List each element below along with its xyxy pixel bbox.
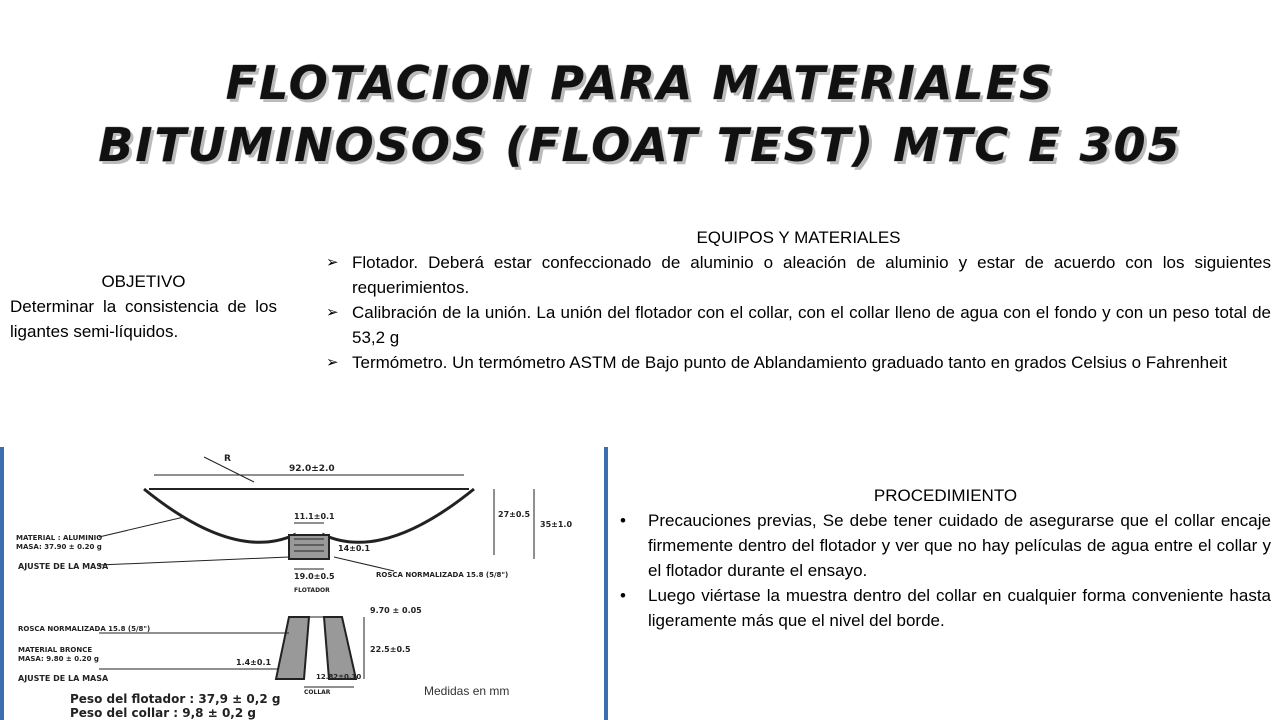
dim-collar-wall-label: 1.4±0.1 <box>236 658 272 667</box>
list-item <box>326 350 1271 375</box>
arrow-bullet-icon: ➢ <box>326 354 339 371</box>
dim-radius-label: R <box>224 454 231 464</box>
mass-collar-label: MASA: 9.80 ± 0.20 g <box>18 655 99 663</box>
dim-base-label: 19.0±0.5 <box>294 572 335 581</box>
dim-collar-top-label: 9.70 ± 0.05 <box>370 606 422 615</box>
float-test-diagram <box>0 447 608 720</box>
equipos-item-text: Termómetro. Un termómetro ASTM de Bajo punto de Ablandamiento graduado tanto en grados Celsius o Fahrenheit <box>352 353 1228 372</box>
procedimiento-item-text: Precauciones previas, Se debe tener cuidado de asegurarse que el collar encaje firmemente dentro del flotador y ver que no hay películas de agua entre el collar y el flotador durante el ensayo. <box>648 511 1271 580</box>
mass-float-label: MASA: 37.90 ± 0.20 g <box>16 543 102 551</box>
ajuste-label-2: AJUSTE DE LA MASA <box>18 674 109 683</box>
equipos-section <box>326 226 1271 375</box>
flotador-caption: FLOTADOR <box>294 587 330 594</box>
title-line-1: FLOTACION PARA MATERIALES <box>225 56 1055 110</box>
collar-caption: COLLAR <box>304 689 331 696</box>
peso-collar-label: Peso del collar : 9,8 ± 0,2 g <box>70 706 256 720</box>
dim-inner-label: 11.1±0.1 <box>294 512 335 521</box>
diagram-drawing <box>4 447 604 720</box>
bullet-dot-icon: • <box>620 586 626 605</box>
procedimiento-item-text: Luego viértase la muestra dentro del collar en cualquier forma conveniente hasta ligeramente más que el nivel del borde. <box>648 586 1271 630</box>
dim-height-label: 35±1.0 <box>540 520 573 529</box>
material-float-label: MATERIAL : ALUMINIO <box>16 534 103 542</box>
objetivo-text: Determinar la consistencia de los ligantes semi-líquidos. <box>10 297 277 341</box>
material-collar-label: MATERIAL BRONCE <box>18 646 93 654</box>
objetivo-section <box>10 270 277 344</box>
ajuste-label-1: AJUSTE DE LA MASA <box>18 562 109 571</box>
objetivo-heading: OBJETIVO <box>101 272 186 291</box>
dim-neck-label: 14±0.1 <box>338 544 371 553</box>
dim-side-label: 27±0.5 <box>498 510 531 519</box>
bullet-dot-icon: • <box>620 511 626 530</box>
equipos-item-text: Calibración de la unión. La unión del flotador con el collar, con el collar lleno de agua con el fondo y con un peso total de 53,2 g <box>352 303 1271 347</box>
procedimiento-section <box>620 484 1271 633</box>
arrow-bullet-icon: ➢ <box>326 254 339 271</box>
peso-flotador-label: Peso del flotador : 37,9 ± 0,2 g <box>70 692 281 706</box>
title-line-2: BITUMINOSOS (FLOAT TEST) MTC E 305 <box>98 118 1182 172</box>
slide-title <box>0 52 1280 176</box>
rosca-label-2: ROSCA NORMALIZADA 15.8 (5/8") <box>18 625 151 633</box>
equipos-item-text: Flotador. Deberá estar confeccionado de aluminio o aleación de aluminio y estar de acuerdo con los siguientes requerimientos. <box>352 253 1271 297</box>
list-item <box>620 583 1271 633</box>
dim-collar-base-label: 12.82±0.10 <box>316 673 362 681</box>
equipos-heading: EQUIPOS Y MATERIALES <box>696 228 901 247</box>
list-item <box>326 300 1271 350</box>
medidas-label: Medidas en mm <box>424 684 510 698</box>
dim-collar-h-label: 22.5±0.5 <box>370 645 411 654</box>
list-item <box>326 250 1271 300</box>
dim-top-label: 92.0±2.0 <box>289 464 335 474</box>
equipos-list <box>326 250 1271 375</box>
procedimiento-heading: PROCEDIMIENTO <box>873 486 1018 505</box>
list-item <box>620 508 1271 583</box>
procedimiento-list <box>620 508 1271 633</box>
arrow-bullet-icon: ➢ <box>326 304 339 321</box>
rosca-label-1: ROSCA NORMALIZADA 15.8 (5/8") <box>376 571 509 579</box>
